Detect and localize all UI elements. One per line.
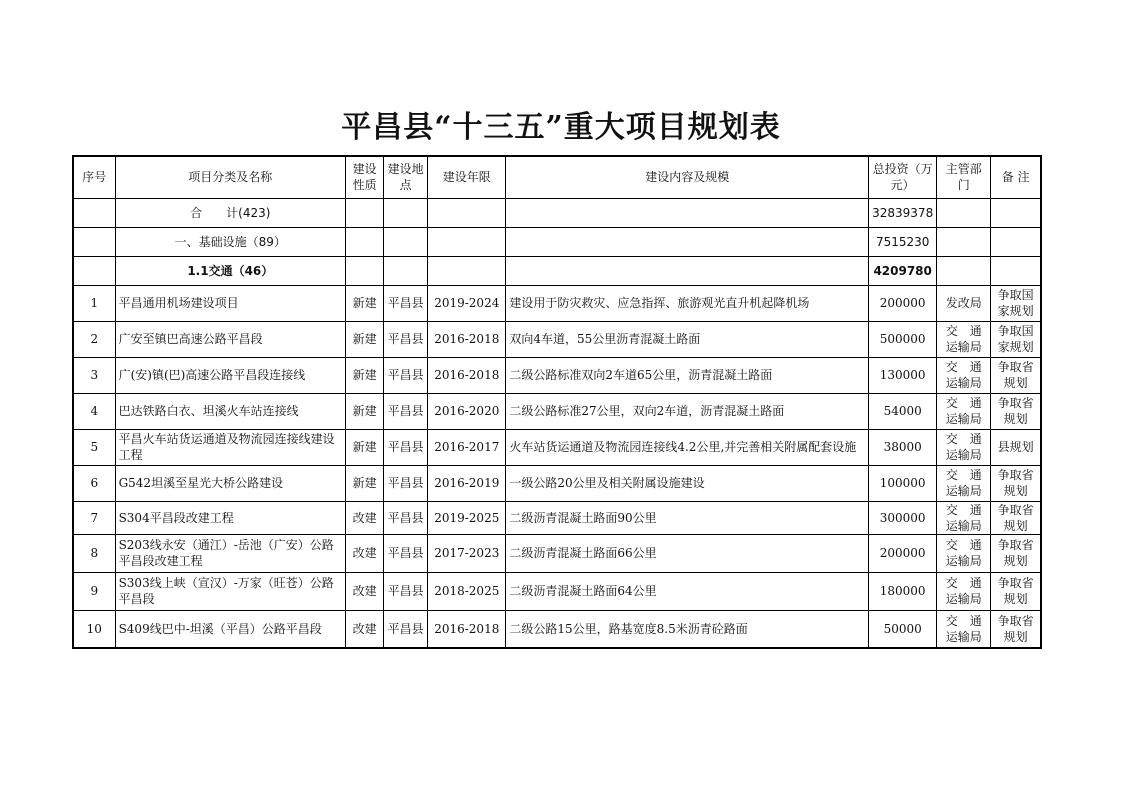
cell-years: 2016-2018	[428, 321, 506, 357]
cell-dept: 交 通运输局	[937, 357, 991, 393]
cell-name: S303线上峡（宣汉）-万家（旺苍）公路平昌段	[115, 572, 345, 610]
cell-years: 2016-2018	[428, 357, 506, 393]
header-years: 建设年限	[428, 156, 506, 198]
cell-location: 平昌县	[384, 393, 428, 429]
summary-investment: 32839378	[869, 198, 937, 227]
cell-location: 平昌县	[384, 357, 428, 393]
cell-dept: 交 通运输局	[937, 610, 991, 648]
summary-label: 1.1交通（46）	[115, 256, 345, 285]
cell-seq: 6	[73, 465, 115, 501]
cell-note: 争取省规划	[991, 572, 1041, 610]
cell-name: 平昌通用机场建设项目	[115, 285, 345, 321]
cell-note: 争取省规划	[991, 357, 1041, 393]
cell-nature: 改建	[346, 534, 384, 572]
cell-seq: 8	[73, 534, 115, 572]
cell-seq: 3	[73, 357, 115, 393]
cell-dept: 交 通运输局	[937, 534, 991, 572]
table-row	[73, 610, 1041, 648]
summary-row-transport	[73, 256, 1041, 285]
cell-note: 争取省规划	[991, 501, 1041, 534]
cell-seq: 2	[73, 321, 115, 357]
cell-investment: 200000	[869, 285, 937, 321]
table-row	[73, 321, 1041, 357]
cell-investment: 300000	[869, 501, 937, 534]
table-row	[73, 429, 1041, 465]
cell-content: 火车站货运通道及物流园连接线4.2公里,并完善相关附属配套设施	[506, 429, 869, 465]
summary-row-total	[73, 198, 1041, 227]
cell-years: 2018-2025	[428, 572, 506, 610]
cell-seq: 1	[73, 285, 115, 321]
cell-name: 平昌火车站货运通道及物流园连接线建设工程	[115, 429, 345, 465]
cell-investment: 500000	[869, 321, 937, 357]
cell-dept: 交 通运输局	[937, 321, 991, 357]
cell-nature: 改建	[346, 572, 384, 610]
cell-content: 二级公路标准27公里，双向2车道，沥青混凝土路面	[506, 393, 869, 429]
table-row	[73, 572, 1041, 610]
cell-years: 2019-2024	[428, 285, 506, 321]
cell-investment: 130000	[869, 357, 937, 393]
page-title: 平昌县“十三五”重大项目规划表	[341, 110, 781, 145]
project-table	[72, 155, 1042, 649]
cell-note: 争取国家规划	[991, 285, 1041, 321]
cell-location: 平昌县	[384, 429, 428, 465]
cell-nature: 新建	[346, 465, 384, 501]
cell-content: 建设用于防灾救灾、应急指挥、旅游观光直升机起降机场	[506, 285, 869, 321]
cell-dept: 交 通运输局	[937, 501, 991, 534]
cell-note: 争取省规划	[991, 534, 1041, 572]
cell-investment: 38000	[869, 429, 937, 465]
header-note: 备 注	[991, 156, 1041, 198]
cell-dept: 交 通运输局	[937, 572, 991, 610]
summary-label: 一、基础设施（89）	[115, 227, 345, 256]
table-row	[73, 357, 1041, 393]
cell-nature: 改建	[346, 610, 384, 648]
cell-location: 平昌县	[384, 285, 428, 321]
cell-dept: 交 通运输局	[937, 465, 991, 501]
cell-investment: 100000	[869, 465, 937, 501]
cell-seq: 9	[73, 572, 115, 610]
cell-note: 县规划	[991, 429, 1041, 465]
summary-row-infrastructure	[73, 227, 1041, 256]
summary-investment: 4209780	[869, 256, 937, 285]
cell-years: 2016-2019	[428, 465, 506, 501]
table-row	[73, 465, 1041, 501]
cell-years: 2016-2017	[428, 429, 506, 465]
cell-note: 争取国家规划	[991, 321, 1041, 357]
cell-investment: 200000	[869, 534, 937, 572]
cell-name: S409线巴中-坦溪（平昌）公路平昌段	[115, 610, 345, 648]
header-seq: 序号	[73, 156, 115, 198]
cell-years: 2016-2018	[428, 610, 506, 648]
table-row	[73, 285, 1041, 321]
cell-location: 平昌县	[384, 501, 428, 534]
cell-note: 争取省规划	[991, 465, 1041, 501]
cell-note: 争取省规划	[991, 393, 1041, 429]
cell-location: 平昌县	[384, 572, 428, 610]
cell-dept: 发改局	[937, 285, 991, 321]
cell-name: 广安至镇巴高速公路平昌段	[115, 321, 345, 357]
cell-location: 平昌县	[384, 534, 428, 572]
cell-nature: 新建	[346, 393, 384, 429]
cell-investment: 54000	[869, 393, 937, 429]
cell-nature: 新建	[346, 321, 384, 357]
cell-seq: 4	[73, 393, 115, 429]
header-location: 建设地点	[384, 156, 428, 198]
cell-nature: 改建	[346, 501, 384, 534]
cell-name: S304平昌段改建工程	[115, 501, 345, 534]
header-content: 建设内容及规模	[506, 156, 869, 198]
cell-location: 平昌县	[384, 465, 428, 501]
cell-name: S203线永安（通江）-岳池（广安）公路平昌段改建工程	[115, 534, 345, 572]
header-investment: 总投资（万元）	[869, 156, 937, 198]
table-row	[73, 501, 1041, 534]
cell-investment: 180000	[869, 572, 937, 610]
table-row	[73, 534, 1041, 572]
summary-investment: 7515230	[869, 227, 937, 256]
cell-nature: 新建	[346, 285, 384, 321]
cell-content: 二级沥青混凝土路面66公里	[506, 534, 869, 572]
cell-nature: 新建	[346, 429, 384, 465]
header-name: 项目分类及名称	[115, 156, 345, 198]
table-row	[73, 393, 1041, 429]
cell-years: 2019-2025	[428, 501, 506, 534]
cell-seq: 10	[73, 610, 115, 648]
cell-years: 2017-2023	[428, 534, 506, 572]
cell-location: 平昌县	[384, 321, 428, 357]
cell-seq: 5	[73, 429, 115, 465]
cell-years: 2016-2020	[428, 393, 506, 429]
cell-name: G542坦溪至星光大桥公路建设	[115, 465, 345, 501]
cell-name: 巴达铁路白衣、坦溪火车站连接线	[115, 393, 345, 429]
header-dept: 主管部门	[937, 156, 991, 198]
cell-dept: 交 通运输局	[937, 429, 991, 465]
cell-content: 双向4车道，55公里沥青混凝土路面	[506, 321, 869, 357]
cell-content: 二级公路标准双向2车道65公里，沥青混凝土路面	[506, 357, 869, 393]
cell-location: 平昌县	[384, 610, 428, 648]
cell-nature: 新建	[346, 357, 384, 393]
cell-investment: 50000	[869, 610, 937, 648]
summary-label: 合 计(423)	[115, 198, 345, 227]
cell-content: 二级沥青混凝土路面90公里	[506, 501, 869, 534]
header-nature: 建设性质	[346, 156, 384, 198]
cell-name: 广(安)镇(巴)高速公路平昌段连接线	[115, 357, 345, 393]
cell-content: 一级公路20公里及相关附属设施建设	[506, 465, 869, 501]
cell-dept: 交 通运输局	[937, 393, 991, 429]
cell-content: 二级公路15公里，路基宽度8.5米沥青砼路面	[506, 610, 869, 648]
header-row	[73, 156, 1041, 198]
cell-content: 二级沥青混凝土路面64公里	[506, 572, 869, 610]
cell-seq: 7	[73, 501, 115, 534]
cell-note: 争取省规划	[991, 610, 1041, 648]
